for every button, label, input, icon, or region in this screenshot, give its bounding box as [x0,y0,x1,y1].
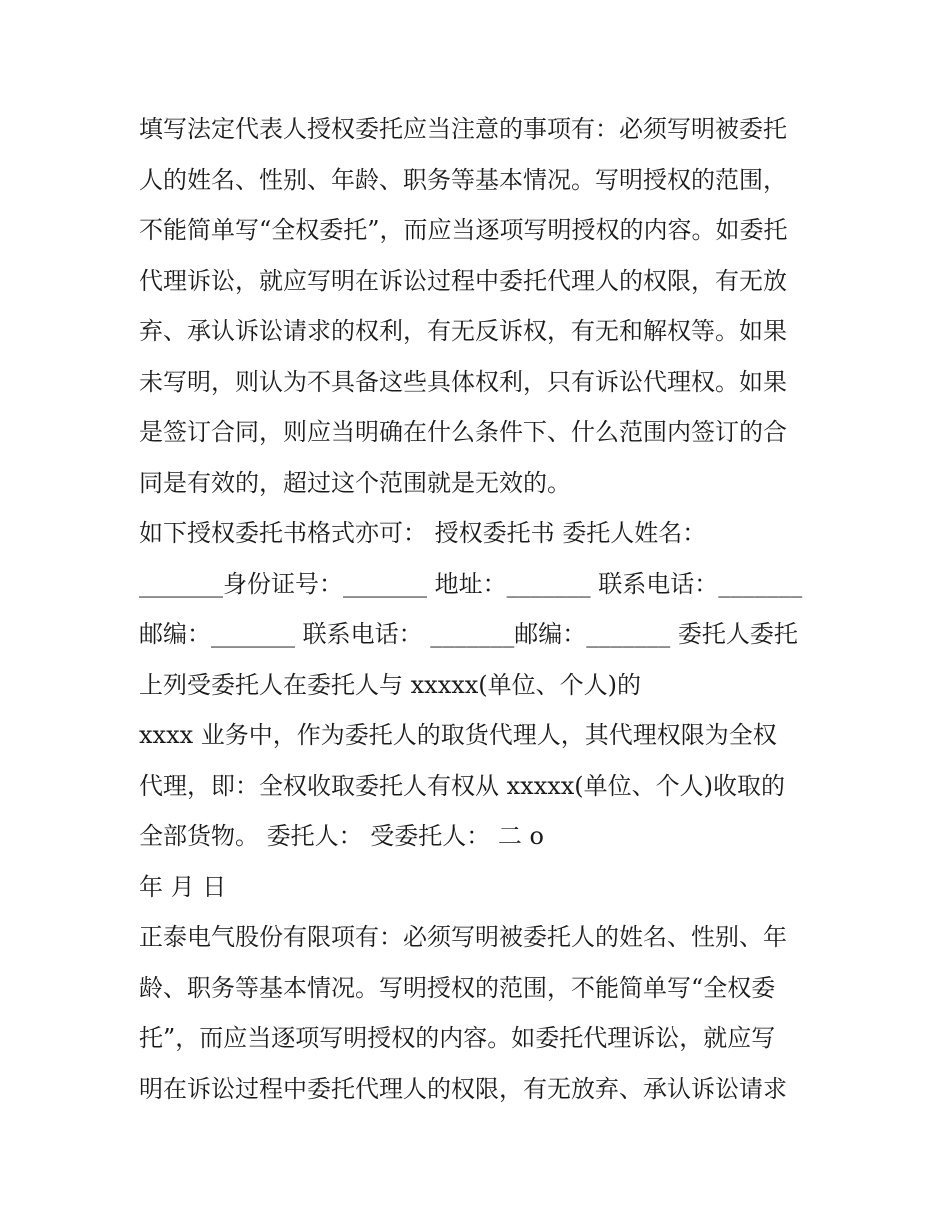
text-line: 龄、职务等基本情况。写明授权的范围，不能简单写“全权委 [139,973,776,1002]
text-line: 填写法定代表人授权委托应当注意的事项有：必须写明被委托 [139,115,787,143]
text-line: 全部货物。 委托人： 受委托人： 二 o [139,822,544,850]
text-line: 明在诉讼过程中委托代理人的权限，有无放弃、承认诉讼请求 [139,1074,787,1103]
text-line: _______身份证号：_______ 地址：_______ 联系电话：_______ [139,569,803,598]
text-line: 如下授权委托书格式亦可： 授权委托书 委托人姓名： [139,519,707,547]
document-body [139,104,819,1114]
text-line: xxxx 业务中，作为委托人的取货代理人，其代理权限为全权 [139,721,777,749]
text-line: 年 月 日 [139,872,227,901]
text-line: 代理诉讼，就应写明在诉讼过程中委托代理人的权限，有无放 [139,266,787,295]
text-line: 上列受委托人在委托人与 xxxxx(单位、个人)的 [139,670,642,699]
text-line: 弃、承认诉讼请求的权利，有无反诉权，有无和解权等。如果 [139,317,787,345]
text-line: 不能简单写“全权委托”，而应当逐项写明授权的内容。如委托 [139,216,788,244]
text-line: 未写明，则认为不具备这些具体权利，只有诉讼代理权。如果 [139,367,787,396]
text-line: 人的姓名、性别、年龄、职务等基本情况。写明授权的范围， [139,165,787,194]
text-line: 托”，而应当逐项写明授权的内容。如委托代理诉讼，就应写 [139,1024,776,1052]
text-line: 代理，即：全权收取委托人有权从 xxxxx(单位、个人)收取的 [139,771,786,800]
text-line: 邮编：_______ 联系电话： _______邮编：_______ 委托人委托 [139,620,798,648]
text-line: 同是有效的，超过这个范围就是无效的。 [139,468,571,497]
text-line: 是签订合同，则应当明确在什么条件下、什么范围内签订的合 [139,418,787,446]
text-line: 正泰电气股份有限项有：必须写明被委托人的姓名、性别、年 [139,923,787,951]
